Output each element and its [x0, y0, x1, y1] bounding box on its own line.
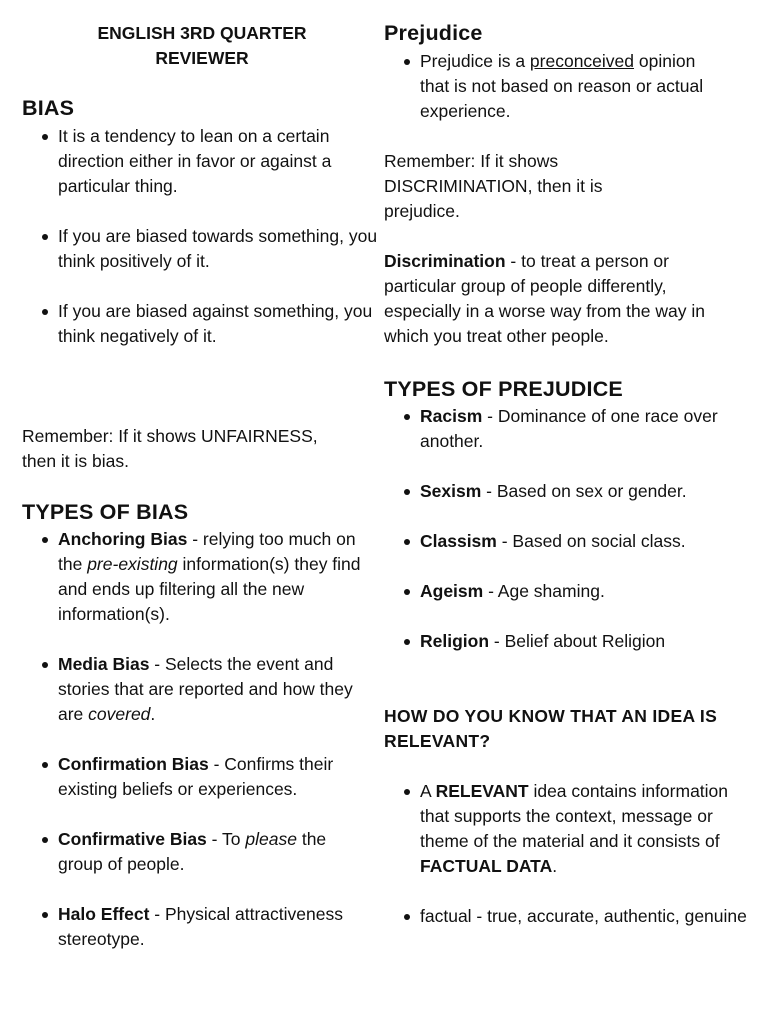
relevance-bullet-2: factual - true, accurate, authentic, genuine [384, 904, 750, 929]
types-of-prejudice-list [384, 404, 750, 654]
bias-heading: BIAS [22, 96, 75, 120]
types-of-prejudice-heading: TYPES OF PREJUDICE [384, 377, 623, 401]
relevance-bullet-1 [384, 779, 750, 879]
def-post: information(s) they find and ends up filtering all the new information(s). [58, 554, 361, 624]
factual-data-term: FACTUAL DATA [420, 856, 553, 876]
list-item-media-bias [22, 652, 374, 727]
def-pre: - Confirms their existing beliefs or experiences. [58, 754, 334, 799]
list-item-confirmation-bias [22, 752, 374, 802]
list-item-religion [384, 629, 750, 654]
term: Anchoring Bias [58, 529, 188, 549]
def-pre: - To [206, 829, 246, 849]
types-of-bias-heading: TYPES OF BIAS [22, 500, 189, 524]
bias-bullet-1: It is a tendency to lean on a certain direction either in favor or against a particular thing. [22, 124, 382, 199]
term: Ageism [420, 581, 484, 601]
def: - Belief about Religion [489, 631, 666, 651]
def: - Based on social class. [496, 531, 686, 551]
prejudice-remember: Remember: If it shows DISCRIMINATION, then it is prejudice. [384, 151, 603, 221]
def-em: covered [88, 704, 151, 724]
def-em: please [245, 829, 297, 849]
relevance-heading: HOW DO YOU KNOW THAT AN IDEA IS RELEVANT? [384, 706, 718, 751]
list-item-racism [384, 404, 750, 454]
term: Racism [420, 406, 483, 426]
discrimination-definition [384, 249, 744, 349]
document-title [40, 21, 364, 71]
bias-bullet-3: If you are biased against something, you think negatively of it. [22, 299, 382, 349]
list-item-classism [384, 529, 750, 554]
prejudice-bullet-post: opinion that is not based on reason or actual experience. [420, 51, 704, 121]
bias-remember: Remember: If it shows UNFAIRNESS, then it is bias. [22, 426, 318, 471]
def-pre: - Selects the event and stories that are reported and how they are [58, 654, 353, 724]
text-a: A [420, 781, 436, 801]
document-title-line1: ENGLISH 3RD QUARTER [97, 23, 307, 43]
prejudice-bullet-underlined: preconceived [529, 51, 635, 71]
prejudice-bullet-pre: Prejudice is a [420, 51, 530, 71]
list-item-ageism [384, 579, 750, 604]
term: Classism [420, 531, 497, 551]
term: Media Bias [58, 654, 150, 674]
def: - Age shaming. [483, 581, 605, 601]
text-c: idea contains information that supports the context, message or theme of the material and it consists of [420, 781, 729, 851]
def-post: the group of people. [58, 829, 327, 874]
def: - Dominance of one race over another. [420, 406, 718, 451]
def-em: pre-existing [87, 554, 178, 574]
list-item-anchoring-bias [22, 527, 374, 627]
term: Confirmative Bias [58, 829, 207, 849]
discrimination-term: Discrimination [384, 251, 506, 271]
def-pre: - Physical attractiveness stereotype. [58, 904, 343, 949]
term: Sexism [420, 481, 482, 501]
relevance-list [384, 779, 750, 929]
prejudice-list [384, 49, 714, 124]
text-e: . [552, 856, 558, 876]
list-item-halo-effect [22, 902, 374, 952]
def: - Based on sex or gender. [481, 481, 687, 501]
prejudice-heading: Prejudice [384, 21, 483, 45]
prejudice-bullet [384, 49, 714, 124]
types-of-bias-list [22, 527, 374, 952]
discrimination-def: - to treat a person or particular group of people differently, especially in a worse way from the way in which you treat other people. [384, 251, 705, 346]
bias-bullet-2: If you are biased towards something, you think positively of it. [22, 224, 382, 274]
def-post: . [150, 704, 156, 724]
list-item-confirmative-bias [22, 827, 374, 877]
list-item-sexism [384, 479, 750, 504]
term: Religion [420, 631, 490, 651]
bias-list [22, 124, 382, 349]
term: Halo Effect [58, 904, 150, 924]
document-title-line2: REVIEWER [155, 48, 249, 68]
relevant-term: RELEVANT [435, 781, 529, 801]
def-pre: - relying too much on the [58, 529, 356, 574]
term: Confirmation Bias [58, 754, 209, 774]
